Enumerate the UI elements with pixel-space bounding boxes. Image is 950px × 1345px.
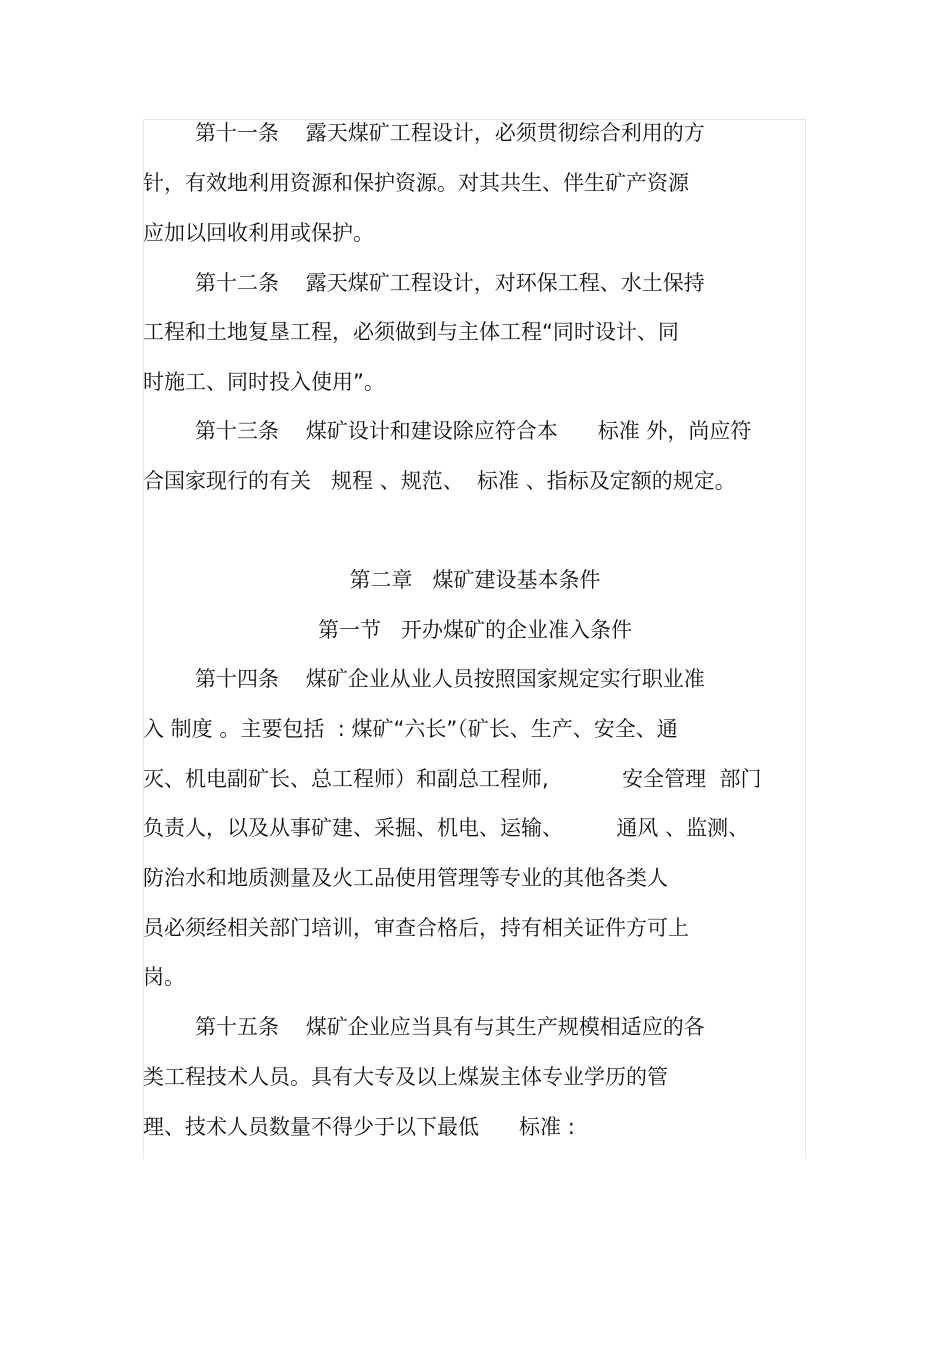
chapter-heading: 第二章 煤矿建设基本条件 (349, 568, 601, 592)
article-11-line-2: 针，有效地利用资源和保护资源。对其共生、伴生矿产资源 (143, 171, 689, 195)
article-14-line-7: 岗。 (143, 965, 185, 989)
article-14-line-4: 负责人，以及从事矿建、采掘、机电、运输、 通风 、监测、 (143, 816, 750, 840)
article-12-line-3: 时施工、同时投入使用”。 (143, 370, 385, 394)
article-14-line-6: 员必须经相关部门培训，审查合格后，持有相关证件方可上 (143, 916, 689, 940)
article-13-line-2: 合国家现行的有关 规程 、规范、 标准 、指标及定额的规定。 (143, 469, 736, 493)
article-15-line-2: 类工程技术人员。具有大专及以上煤炭主体专业学历的管 (143, 1065, 668, 1089)
article-14-line-1: 第十四条 煤矿企业从业人员按照国家规定实行职业准 (195, 667, 705, 691)
article-15-line-3: 理、技术人员数量不得少于以下最低 标准 : (143, 1115, 575, 1139)
article-14-line-2: 入 制度 。主要包括 : 煤矿“六长”（矿长、生产、安全、通 (143, 717, 678, 741)
article-13-line-1: 第十三条 煤矿设计和建设除应符合本 标准 外，尚应符 (195, 419, 752, 443)
section-heading: 第一节 开办煤矿的企业准入条件 (317, 618, 633, 642)
article-14-line-3: 灭、机电副矿长、总工程师）和副总工程师, 安全管理 部门 (143, 767, 762, 791)
article-11-line-1: 第十一条 露天煤矿工程设计，必须贯彻综合利用的方 (195, 121, 705, 145)
article-12-line-2: 工程和土地复垦工程，必须做到与主体工程“同时设计、同 (143, 320, 679, 344)
article-12-line-1: 第十二条 露天煤矿工程设计，对环保工程、水土保持 (195, 271, 705, 295)
article-11-line-3: 应加以回收利用或保护。 (143, 221, 374, 245)
article-14-line-5: 防治水和地质测量及火工品使用管理等专业的其他各类人 (143, 866, 668, 890)
article-15-line-1: 第十五条 煤矿企业应当具有与其生产规模相适应的各 (195, 1015, 705, 1039)
